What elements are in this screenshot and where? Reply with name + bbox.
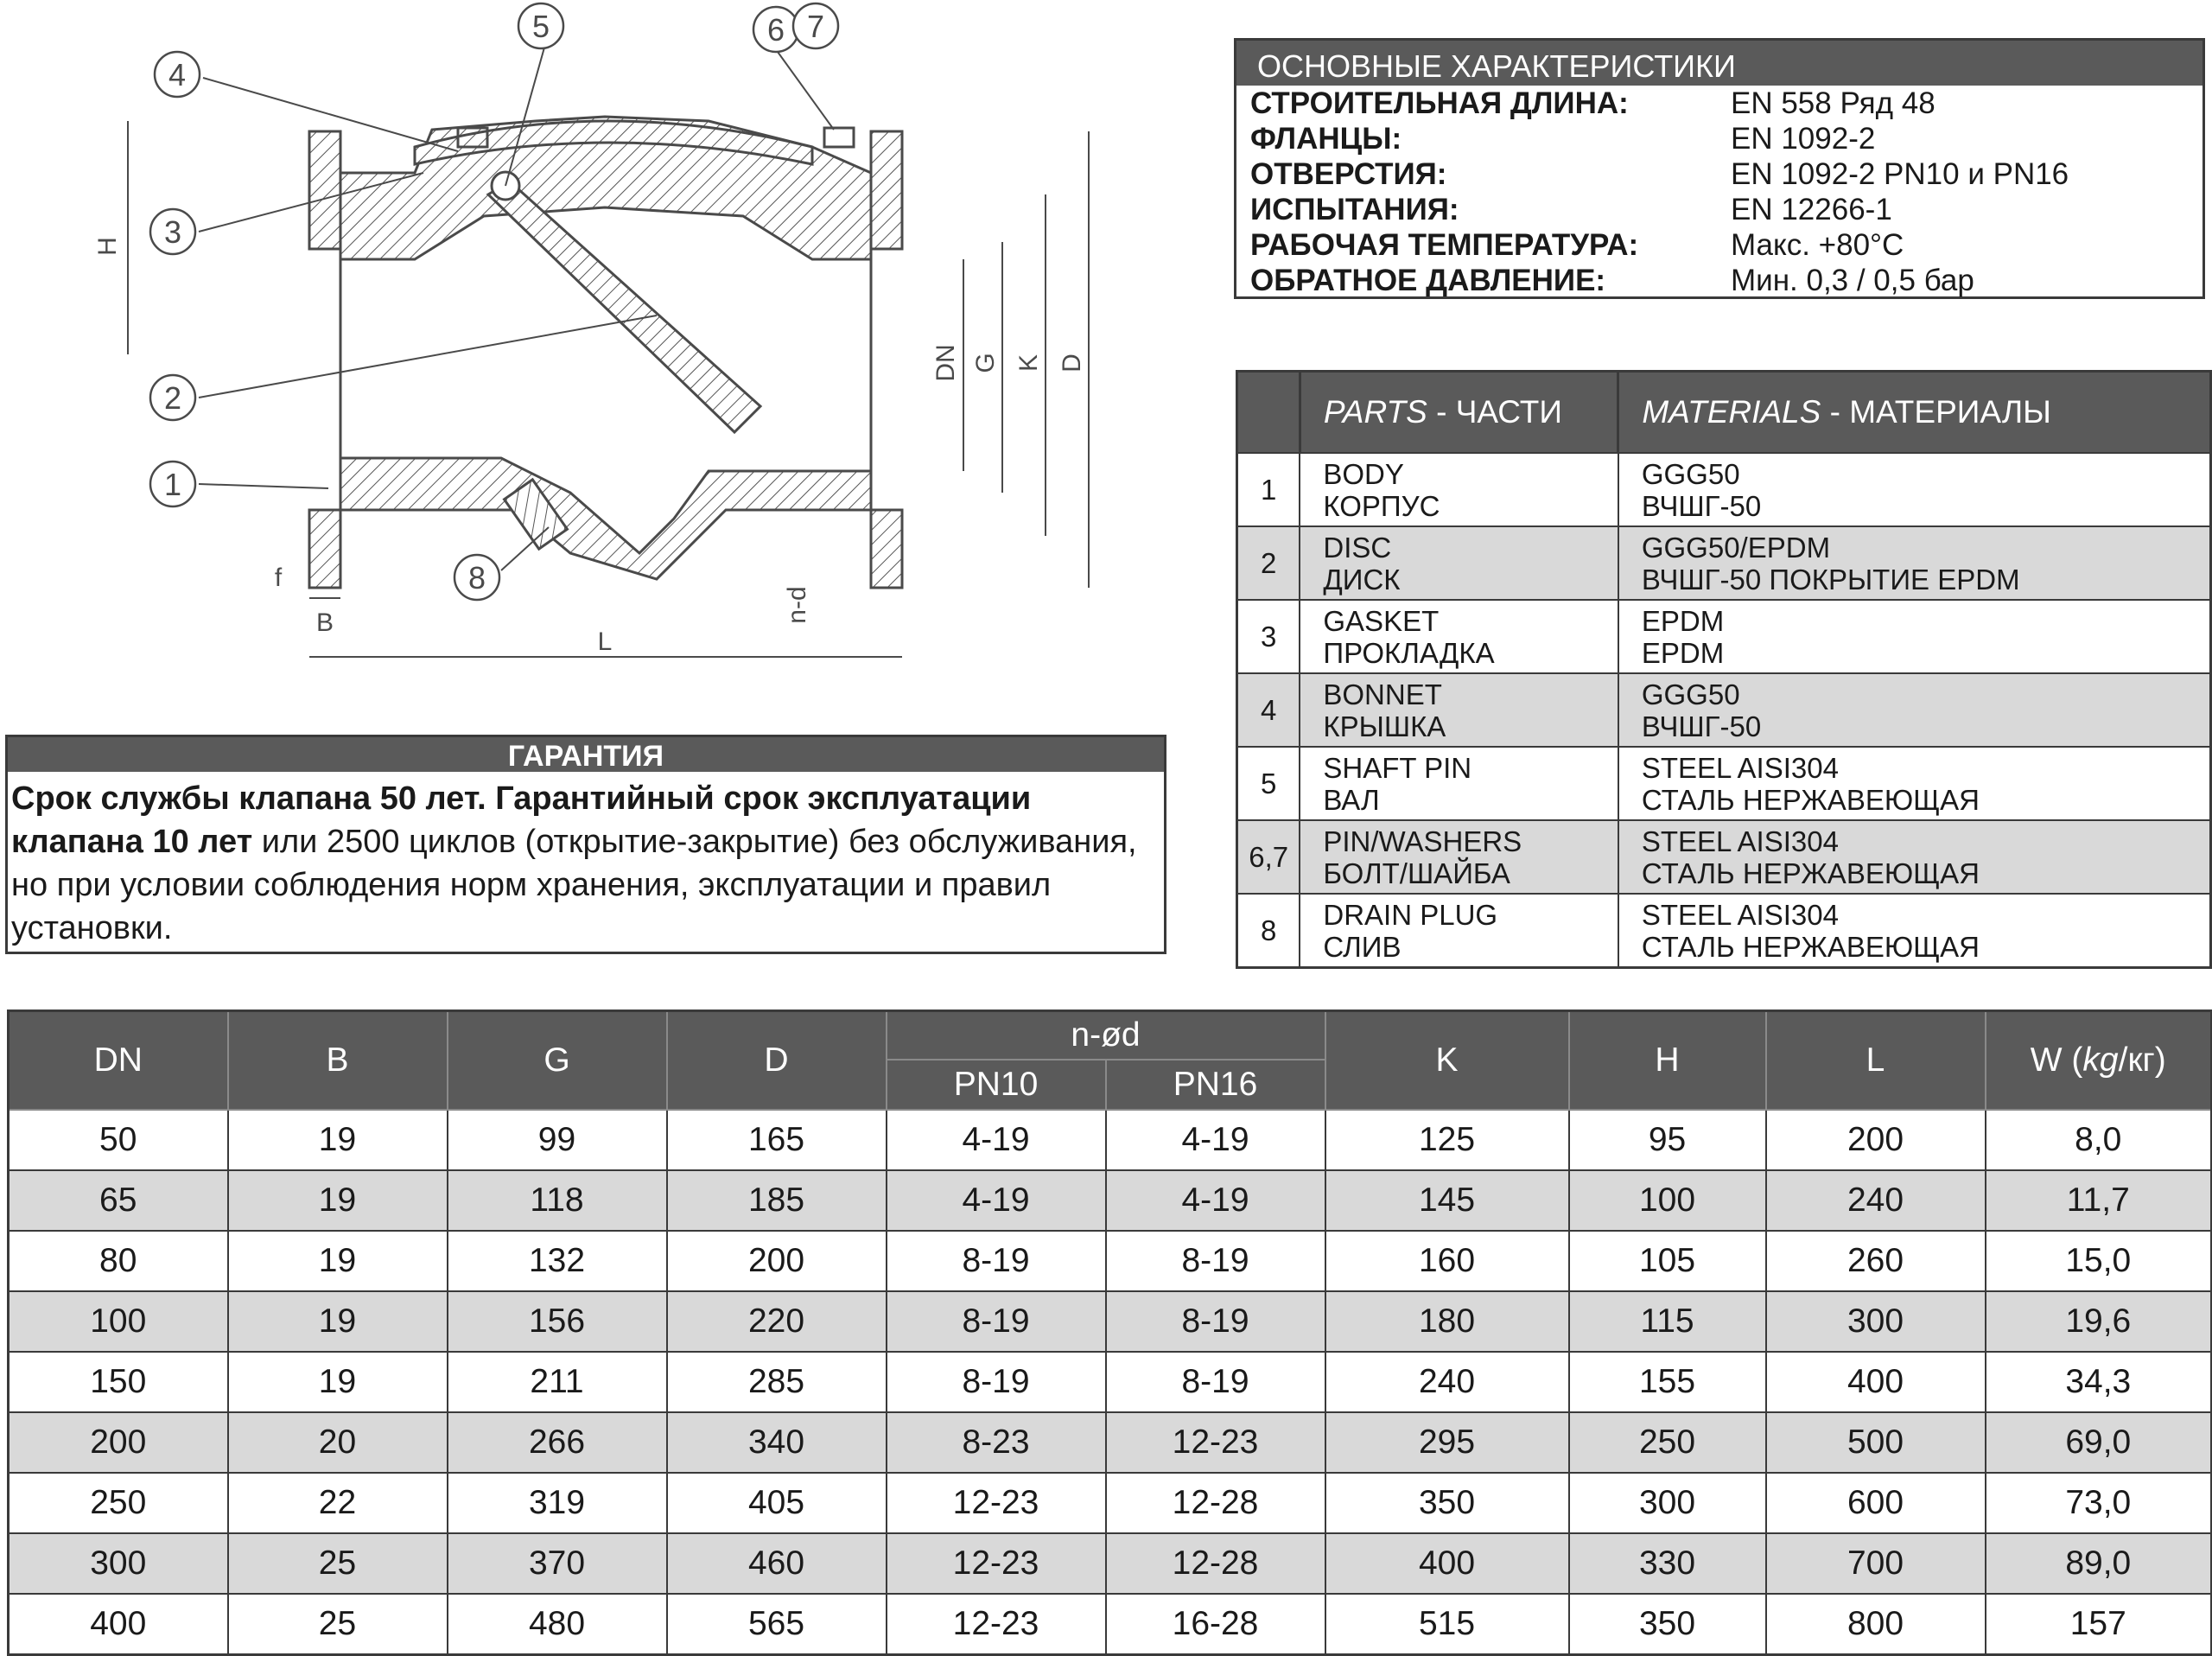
dims-header-l: L	[1766, 1011, 1986, 1111]
dim-label-k: K	[1014, 353, 1043, 373]
dims-cell-k: 240	[1325, 1352, 1569, 1412]
dims-cell-pn16: 8-19	[1106, 1231, 1325, 1291]
parts-row	[1237, 526, 2211, 600]
dims-cell-b: 19	[228, 1291, 448, 1352]
part-number: 1	[1237, 453, 1300, 526]
dims-header-w	[1986, 1011, 2212, 1111]
disc	[488, 182, 760, 432]
specs-value: EN 12266-1	[1731, 193, 1892, 226]
dims-row	[9, 1473, 2212, 1533]
dims-cell-b: 19	[228, 1110, 448, 1170]
specs-row	[1236, 192, 2202, 227]
part-material	[1618, 747, 2211, 820]
parts-row	[1237, 600, 2211, 673]
parts-header-mat-en: MATERIALS	[1642, 394, 1821, 430]
specs-label: ОТВЕРСТИЯ:	[1250, 157, 1447, 191]
part-name-ru: ПРОКЛАДКА	[1323, 636, 1495, 669]
left-flange-top	[309, 131, 340, 249]
part-name	[1300, 453, 1618, 526]
dims-row	[9, 1170, 2212, 1231]
dims-header-nod: n-ød	[887, 1011, 1325, 1060]
dims-cell-h: 155	[1569, 1352, 1766, 1412]
part-name	[1300, 526, 1618, 600]
dims-cell-g: 370	[448, 1533, 667, 1594]
part-material	[1618, 526, 2211, 600]
specs-value: Мин. 0,3 / 0,5 бар	[1731, 264, 1974, 297]
dims-cell-pn10: 8-19	[887, 1352, 1106, 1412]
part-name-ru: СЛИВ	[1323, 930, 1402, 963]
dims-cell-k: 125	[1325, 1110, 1569, 1170]
dims-cell-l: 700	[1766, 1533, 1986, 1594]
dims-cell-dn: 250	[9, 1473, 228, 1533]
dims-cell-k: 160	[1325, 1231, 1569, 1291]
dims-header-h: H	[1569, 1011, 1766, 1111]
dims-cell-pn10: 12-23	[887, 1473, 1106, 1533]
dims-cell-w: 34,3	[1986, 1352, 2212, 1412]
dims-body	[9, 1110, 2212, 1655]
part-name	[1300, 747, 1618, 820]
dims-cell-pn10: 4-19	[887, 1110, 1106, 1170]
dims-cell-dn: 400	[9, 1594, 228, 1655]
left-flange-bottom	[309, 510, 340, 588]
dim-label-nd: n-d	[783, 586, 811, 624]
dims-cell-dn: 100	[9, 1291, 228, 1352]
dims-cell-g: 156	[448, 1291, 667, 1352]
dims-cell-k: 400	[1325, 1533, 1569, 1594]
part-name-en: BONNET	[1323, 678, 1442, 710]
part-material	[1618, 820, 2211, 894]
dim-label-dn: DN	[931, 344, 960, 382]
dims-header-k: K	[1325, 1011, 1569, 1111]
dims-header-d: D	[667, 1011, 887, 1111]
right-flange-bottom	[871, 510, 902, 588]
dims-cell-h: 95	[1569, 1110, 1766, 1170]
dims-cell-k: 295	[1325, 1412, 1569, 1473]
dims-cell-h: 115	[1569, 1291, 1766, 1352]
dims-cell-l: 500	[1766, 1412, 1986, 1473]
part-number: 6,7	[1237, 820, 1300, 894]
dims-cell-b: 20	[228, 1412, 448, 1473]
dims-cell-w: 73,0	[1986, 1473, 2212, 1533]
dims-header-w-unit: kg	[2082, 1041, 2119, 1079]
dims-header-row	[9, 1011, 2212, 1060]
part-name	[1300, 600, 1618, 673]
part-material-1: EPDM	[1641, 604, 1725, 637]
dims-cell-h: 350	[1569, 1594, 1766, 1655]
specs-label: ФЛАНЦЫ:	[1250, 122, 1402, 156]
part-name	[1300, 894, 1618, 968]
dims-cell-pn10: 12-23	[887, 1533, 1106, 1594]
dims-row	[9, 1594, 2212, 1655]
leader-8	[501, 527, 549, 570]
part-name-ru: КРЫШКА	[1323, 710, 1446, 742]
part-name	[1300, 820, 1618, 894]
part-material-1: GGG50/EPDM	[1641, 531, 1831, 564]
dims-cell-w: 69,0	[1986, 1412, 2212, 1473]
dims-cell-d: 460	[667, 1533, 887, 1594]
dims-cell-pn16: 8-19	[1106, 1291, 1325, 1352]
part-material-1: STEEL AISI304	[1641, 898, 1839, 931]
callout-4: 4	[168, 57, 187, 92]
part-name-en: GASKET	[1323, 604, 1440, 637]
dims-cell-pn16: 16-28	[1106, 1594, 1325, 1655]
dims-cell-d: 340	[667, 1412, 887, 1473]
dims-cell-g: 319	[448, 1473, 667, 1533]
dims-cell-pn16: 12-28	[1106, 1533, 1325, 1594]
warranty-box	[5, 735, 1166, 954]
dims-cell-w: 19,6	[1986, 1291, 2212, 1352]
dims-cell-dn: 200	[9, 1412, 228, 1473]
right-flange-top	[871, 131, 902, 249]
dims-cell-pn10: 8-19	[887, 1291, 1106, 1352]
parts-materials-table	[1236, 370, 2212, 969]
dims-cell-pn16: 4-19	[1106, 1110, 1325, 1170]
callout-8: 8	[467, 560, 486, 596]
dims-row	[9, 1110, 2212, 1170]
dims-cell-k: 515	[1325, 1594, 1569, 1655]
parts-header-materials	[1618, 372, 2211, 454]
dims-cell-w: 8,0	[1986, 1110, 2212, 1170]
dims-cell-k: 145	[1325, 1170, 1569, 1231]
dims-cell-pn10: 4-19	[887, 1170, 1106, 1231]
callout-1: 1	[163, 467, 182, 502]
part-name-en: BODY	[1323, 457, 1404, 490]
dims-header-dn: DN	[9, 1011, 228, 1111]
dims-cell-l: 300	[1766, 1291, 1986, 1352]
callout-6: 6	[766, 12, 785, 48]
part-material-2: ВЧШГ-50	[1641, 710, 1762, 742]
dims-cell-h: 330	[1569, 1533, 1766, 1594]
dims-cell-d: 185	[667, 1170, 887, 1231]
specs-title: ОСНОВНЫЕ ХАРАКТЕРИСТИКИ	[1236, 41, 2202, 86]
part-name	[1300, 673, 1618, 747]
dim-label-g: G	[971, 353, 1000, 373]
specs-row	[1236, 86, 2202, 121]
dims-row	[9, 1231, 2212, 1291]
specs-row	[1236, 121, 2202, 156]
part-material-1: GGG50	[1641, 678, 1740, 710]
dims-cell-b: 22	[228, 1473, 448, 1533]
main-characteristics-box	[1234, 38, 2205, 299]
warranty-bold-text: Срок службы клапана 50 лет. Гарантийный срок эксплуатации клапана 10 лет	[11, 780, 1032, 860]
dims-cell-h: 100	[1569, 1170, 1766, 1231]
dims-cell-g: 266	[448, 1412, 667, 1473]
part-name-en: DRAIN PLUG	[1323, 898, 1498, 931]
dims-cell-k: 350	[1325, 1473, 1569, 1533]
dim-label-l: L	[597, 627, 613, 656]
dims-header-w-prefix: W (	[2030, 1041, 2083, 1079]
dims-header-b: B	[228, 1011, 448, 1111]
dims-header-pn16: PN16	[1106, 1060, 1325, 1110]
leader-2	[199, 315, 657, 398]
specs-value: EN 1092-2 PN10 и PN16	[1731, 157, 2069, 191]
parts-row	[1237, 894, 2211, 968]
parts-header-num	[1237, 372, 1300, 454]
dims-cell-l: 600	[1766, 1473, 1986, 1533]
dims-cell-k: 180	[1325, 1291, 1569, 1352]
dims-cell-dn: 300	[9, 1533, 228, 1594]
dims-cell-l: 800	[1766, 1594, 1986, 1655]
dims-cell-b: 19	[228, 1170, 448, 1231]
part-material-2: СТАЛЬ НЕРЖАВЕЮЩАЯ	[1641, 783, 1980, 816]
part-material-2: ВЧШГ-50	[1641, 489, 1762, 522]
dims-row	[9, 1533, 2212, 1594]
part-material-2: СТАЛЬ НЕРЖАВЕЮЩАЯ	[1641, 857, 1980, 889]
dims-cell-dn: 80	[9, 1231, 228, 1291]
part-name-ru: ВАЛ	[1323, 783, 1380, 816]
dims-row	[9, 1352, 2212, 1412]
dimensions-table	[7, 1010, 2212, 1656]
callout-3: 3	[163, 214, 182, 250]
dims-cell-w: 157	[1986, 1594, 2212, 1655]
parts-row	[1237, 747, 2211, 820]
part-number: 8	[1237, 894, 1300, 968]
dims-cell-l: 400	[1766, 1352, 1986, 1412]
parts-header-mat-ru: - МАТЕРИАЛЫ	[1821, 394, 2051, 430]
dims-cell-pn16: 8-19	[1106, 1352, 1325, 1412]
dim-label-b: B	[315, 608, 334, 637]
part-material-2: СТАЛЬ НЕРЖАВЕЮЩАЯ	[1641, 930, 1980, 963]
leader-6-7	[778, 52, 834, 130]
specs-label: РАБОЧАЯ ТЕМПЕРАТУРА:	[1250, 228, 1639, 262]
dims-cell-b: 25	[228, 1594, 448, 1655]
parts-header-parts	[1300, 372, 1618, 454]
dims-cell-pn16: 12-28	[1106, 1473, 1325, 1533]
dims-cell-h: 105	[1569, 1231, 1766, 1291]
specs-label: ОБРАТНОЕ ДАВЛЕНИЕ:	[1250, 264, 1606, 297]
callout-7: 7	[806, 9, 825, 44]
specs-row	[1236, 156, 2202, 192]
dims-header-g: G	[448, 1011, 667, 1111]
part-number: 3	[1237, 600, 1300, 673]
dims-cell-h: 250	[1569, 1412, 1766, 1473]
parts-header-row	[1237, 372, 2211, 454]
dims-cell-pn16: 4-19	[1106, 1170, 1325, 1231]
bonnet-bolt-right	[824, 128, 854, 147]
warranty-regular-text: или 2500 циклов (открытие-закрытие) без обслуживания, но при условии соблюдения норм хранения, эксплуатации и правил установки.	[11, 824, 1137, 946]
dims-cell-g: 480	[448, 1594, 667, 1655]
part-name-en: SHAFT PIN	[1323, 751, 1472, 784]
dims-cell-pn16: 12-23	[1106, 1412, 1325, 1473]
callout-2: 2	[163, 380, 182, 416]
specs-value: EN 1092-2	[1731, 122, 1876, 156]
dims-cell-l: 200	[1766, 1110, 1986, 1170]
dims-cell-w: 89,0	[1986, 1533, 2212, 1594]
warranty-title: ГАРАНТИЯ	[8, 737, 1164, 772]
part-material	[1618, 453, 2211, 526]
part-material-1: STEEL AISI304	[1641, 825, 1839, 857]
valve-cross-section-drawing	[52, 0, 1115, 691]
parts-row	[1237, 820, 2211, 894]
dims-cell-w: 11,7	[1986, 1170, 2212, 1231]
specs-value: EN 558 Ряд 48	[1731, 86, 1936, 120]
dims-cell-g: 118	[448, 1170, 667, 1231]
specs-label: СТРОИТЕЛЬНАЯ ДЛИНА:	[1250, 86, 1629, 120]
dim-label-d: D	[1058, 353, 1086, 373]
dims-header-pn10: PN10	[887, 1060, 1106, 1110]
part-name-ru: ДИСК	[1323, 563, 1401, 596]
dims-cell-pn10: 8-19	[887, 1231, 1106, 1291]
dims-cell-g: 132	[448, 1231, 667, 1291]
dims-cell-w: 15,0	[1986, 1231, 2212, 1291]
part-material	[1618, 600, 2211, 673]
parts-row	[1237, 453, 2211, 526]
dims-cell-b: 19	[228, 1352, 448, 1412]
dims-cell-pn10: 12-23	[887, 1594, 1106, 1655]
dims-cell-b: 19	[228, 1231, 448, 1291]
specs-row	[1236, 227, 2202, 263]
part-number: 2	[1237, 526, 1300, 600]
dims-cell-d: 405	[667, 1473, 887, 1533]
part-material-1: STEEL AISI304	[1641, 751, 1839, 784]
dims-cell-d: 285	[667, 1352, 887, 1412]
dims-cell-pn10: 8-23	[887, 1412, 1106, 1473]
dims-row	[9, 1412, 2212, 1473]
part-number: 5	[1237, 747, 1300, 820]
part-material	[1618, 673, 2211, 747]
dims-cell-l: 240	[1766, 1170, 1986, 1231]
dims-cell-g: 99	[448, 1110, 667, 1170]
body-bottom-wall	[340, 458, 871, 579]
part-material-2: EPDM	[1641, 636, 1725, 669]
parts-header-parts-en: PARTS	[1323, 394, 1427, 430]
dims-cell-l: 260	[1766, 1231, 1986, 1291]
parts-header-parts-ru: - ЧАСТИ	[1427, 394, 1562, 430]
dims-cell-dn: 50	[9, 1110, 228, 1170]
part-number: 4	[1237, 673, 1300, 747]
dims-cell-h: 300	[1569, 1473, 1766, 1533]
dims-cell-dn: 150	[9, 1352, 228, 1412]
parts-row	[1237, 673, 2211, 747]
leader-1	[199, 484, 328, 488]
part-name-ru: КОРПУС	[1323, 489, 1440, 522]
callout-5: 5	[531, 9, 550, 44]
dims-cell-d: 565	[667, 1594, 887, 1655]
dims-cell-dn: 65	[9, 1170, 228, 1231]
dim-label-h: H	[93, 237, 122, 256]
dims-cell-d: 165	[667, 1110, 887, 1170]
dims-header-w-suffix: /кг)	[2118, 1041, 2166, 1079]
dims-cell-d: 220	[667, 1291, 887, 1352]
warranty-text	[8, 772, 1164, 950]
dims-cell-b: 25	[228, 1533, 448, 1594]
dims-cell-d: 200	[667, 1231, 887, 1291]
dims-row	[9, 1291, 2212, 1352]
part-material	[1618, 894, 2211, 968]
specs-label: ИСПЫТАНИЯ:	[1250, 193, 1459, 226]
specs-row	[1236, 263, 2202, 298]
part-name-en: PIN/WASHERS	[1323, 825, 1522, 857]
dims-cell-g: 211	[448, 1352, 667, 1412]
dim-label-f: f	[274, 564, 283, 592]
part-material-2: ВЧШГ-50 ПОКРЫТИЕ EPDM	[1641, 563, 2020, 596]
part-material-1: GGG50	[1641, 457, 1740, 490]
specs-value: Макс. +80°C	[1731, 228, 1904, 262]
part-name-ru: БОЛТ/ШАЙБА	[1323, 857, 1510, 889]
part-name-en: DISC	[1323, 531, 1392, 564]
